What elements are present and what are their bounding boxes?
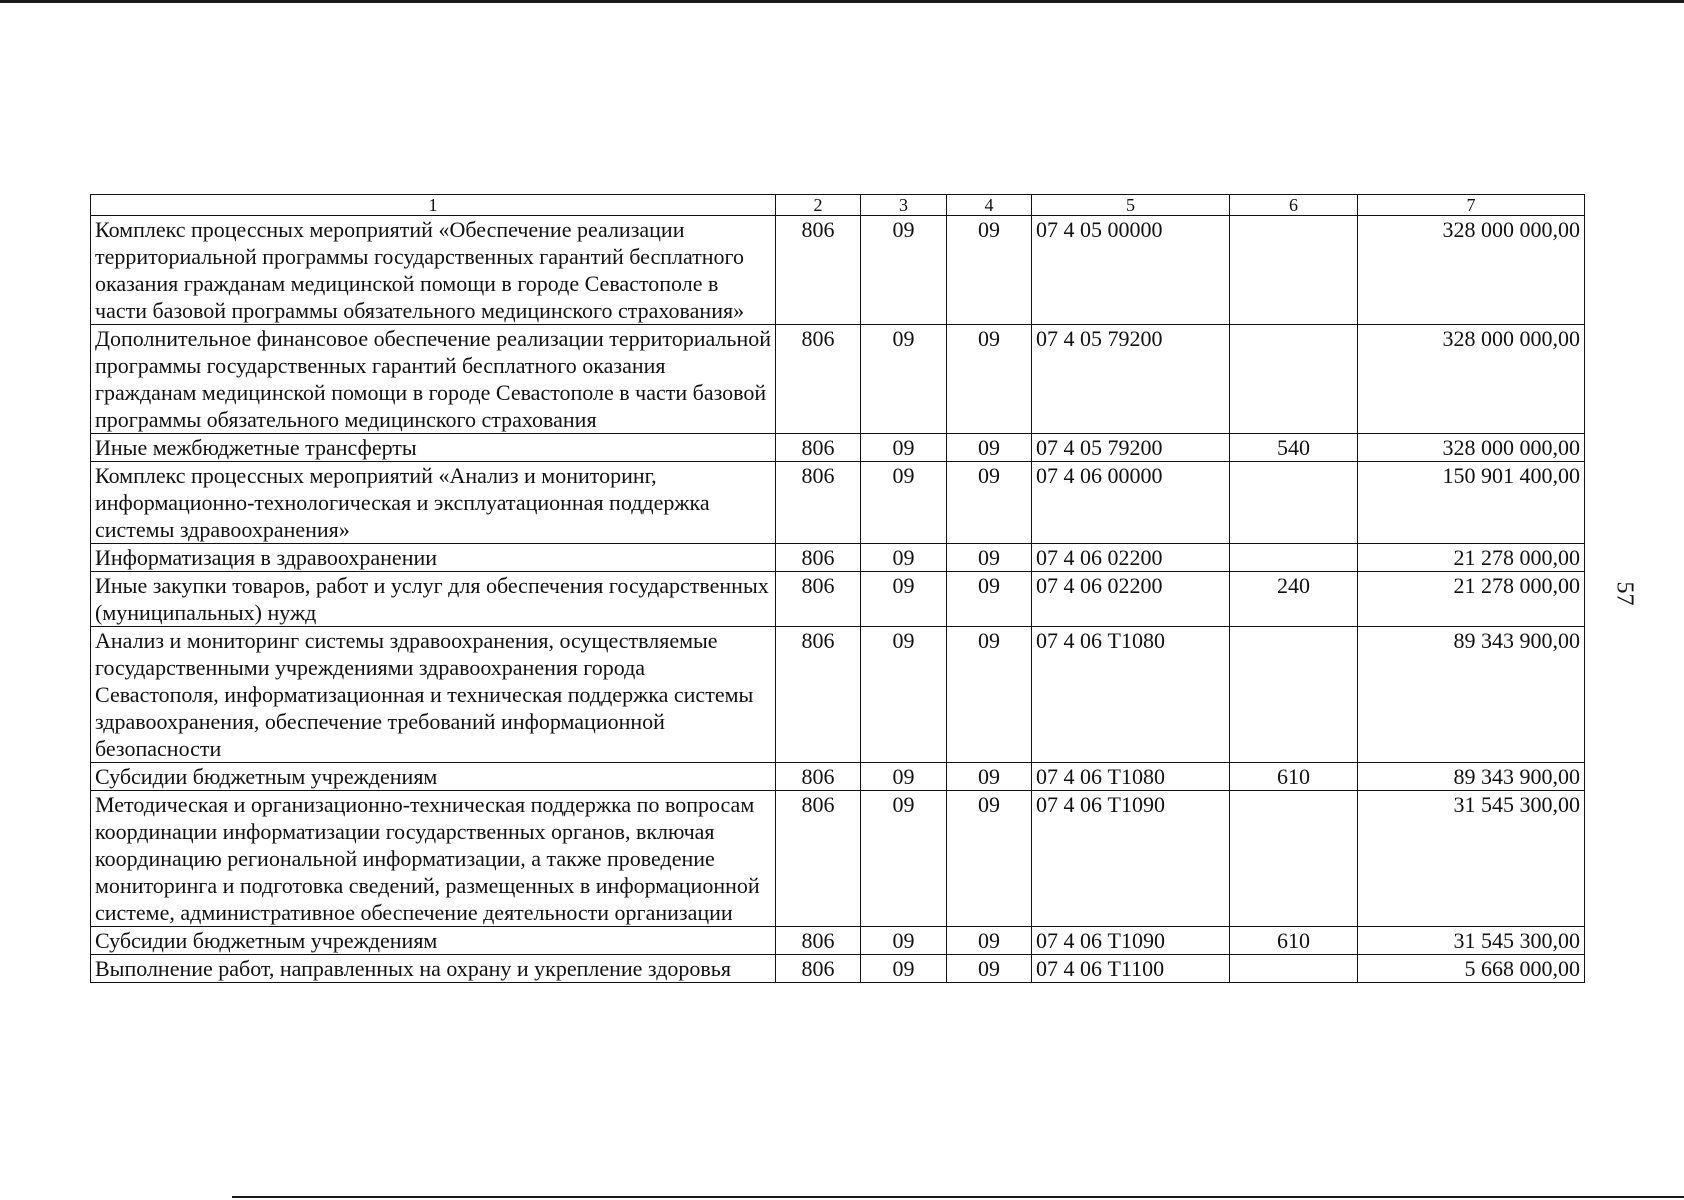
row-name: Анализ и мониторинг системы здравоохранения, осуществляемые государственными учреждениями здравоохранения города Севастополя, информатизационная и техническая поддержка системы здравоохранения, обеспечение требований информационной безопасности [91, 627, 776, 763]
row-target-article: 07 4 06 Т1100 [1032, 955, 1230, 983]
table-row [91, 462, 1585, 544]
row-subsection: 09 [947, 325, 1032, 434]
row-expense-type [1230, 955, 1358, 983]
header-cell-col-7: 7 [1358, 195, 1585, 216]
table-row [91, 325, 1585, 434]
row-expense-type: 610 [1230, 763, 1358, 791]
row-expense-type: 540 [1230, 434, 1358, 462]
row-target-article: 07 4 06 00000 [1032, 462, 1230, 544]
table-row [91, 627, 1585, 763]
row-section: 09 [861, 325, 947, 434]
row-section: 09 [861, 572, 947, 627]
row-subsection: 09 [947, 955, 1032, 983]
row-amount: 150 901 400,00 [1358, 462, 1585, 544]
row-subsection: 09 [947, 763, 1032, 791]
row-name: Иные закупки товаров, работ и услуг для обеспечения государственных (муниципальных) нужд [91, 572, 776, 627]
budget-table [90, 194, 1585, 983]
header-row [91, 195, 1585, 216]
row-amount: 328 000 000,00 [1358, 216, 1585, 325]
row-target-article: 07 4 05 79200 [1032, 325, 1230, 434]
header-cell-col-1: 1 [91, 195, 776, 216]
row-amount: 89 343 900,00 [1358, 627, 1585, 763]
row-name: Субсидии бюджетным учреждениям [91, 927, 776, 955]
row-section: 09 [861, 462, 947, 544]
row-amount: 21 278 000,00 [1358, 572, 1585, 627]
row-target-article: 07 4 06 02200 [1032, 544, 1230, 572]
row-subsection: 09 [947, 927, 1032, 955]
table-row [91, 434, 1585, 462]
row-name: Иные межбюджетные трансферты [91, 434, 776, 462]
row-section: 09 [861, 955, 947, 983]
row-section: 09 [861, 791, 947, 927]
table-row [91, 544, 1585, 572]
row-name: Выполнение работ, направленных на охрану и укрепление здоровья [91, 955, 776, 983]
row-amount: 328 000 000,00 [1358, 434, 1585, 462]
row-amount: 89 343 900,00 [1358, 763, 1585, 791]
row-expense-type [1230, 325, 1358, 434]
row-subsection: 09 [947, 572, 1032, 627]
row-grbs: 806 [776, 763, 861, 791]
row-subsection: 09 [947, 627, 1032, 763]
row-target-article: 07 4 06 02200 [1032, 572, 1230, 627]
header-cell-col-3: 3 [861, 195, 947, 216]
row-expense-type [1230, 627, 1358, 763]
table-row [91, 572, 1585, 627]
page-number: 57 [1611, 581, 1638, 606]
row-subsection: 09 [947, 791, 1032, 927]
row-expense-type [1230, 462, 1358, 544]
row-grbs: 806 [776, 216, 861, 325]
table-row [91, 216, 1585, 325]
row-section: 09 [861, 627, 947, 763]
table-row [91, 927, 1585, 955]
header-cell-col-2: 2 [776, 195, 861, 216]
row-amount: 31 545 300,00 [1358, 927, 1585, 955]
row-amount: 328 000 000,00 [1358, 325, 1585, 434]
row-grbs: 806 [776, 955, 861, 983]
row-expense-type [1230, 216, 1358, 325]
row-target-article: 07 4 05 79200 [1032, 434, 1230, 462]
row-grbs: 806 [776, 927, 861, 955]
header-cell-col-5: 5 [1032, 195, 1230, 216]
row-expense-type: 610 [1230, 927, 1358, 955]
table-row [91, 763, 1585, 791]
row-expense-type: 240 [1230, 572, 1358, 627]
row-grbs: 806 [776, 434, 861, 462]
row-grbs: 806 [776, 325, 861, 434]
row-section: 09 [861, 216, 947, 325]
row-target-article: 07 4 05 00000 [1032, 216, 1230, 325]
row-target-article: 07 4 06 Т1090 [1032, 927, 1230, 955]
row-grbs: 806 [776, 791, 861, 927]
header-cell-col-6: 6 [1230, 195, 1358, 216]
row-amount: 31 545 300,00 [1358, 791, 1585, 927]
table-row [91, 955, 1585, 983]
row-name: Методическая и организационно-техническая поддержка по вопросам координации информатизации государственных органов, включая координацию региональной информатизации, а также проведение мониторинга и подготовка сведений, размещенных в информационной системе, административное обеспечение деятельности организации [91, 791, 776, 927]
row-target-article: 07 4 06 Т1080 [1032, 627, 1230, 763]
row-target-article: 07 4 06 Т1080 [1032, 763, 1230, 791]
row-amount: 5 668 000,00 [1358, 955, 1585, 983]
row-name: Комплекс процессных мероприятий «Обеспечение реализации территориальной программы государственных гарантий бесплатного оказания гражданам медицинской помощи в городе Севастополе в части базовой программы обязательного медицинского страхования» [91, 216, 776, 325]
row-subsection: 09 [947, 462, 1032, 544]
row-grbs: 806 [776, 544, 861, 572]
scan-top-edge [0, 0, 1684, 3]
row-amount: 21 278 000,00 [1358, 544, 1585, 572]
row-expense-type [1230, 791, 1358, 927]
row-name: Дополнительное финансовое обеспечение реализации территориальной программы государственных гарантий бесплатного оказания гражданам медицинской помощи в городе Севастополе в части базовой программы обязательного медицинского страхования [91, 325, 776, 434]
row-subsection: 09 [947, 434, 1032, 462]
row-subsection: 09 [947, 544, 1032, 572]
row-grbs: 806 [776, 462, 861, 544]
row-expense-type [1230, 544, 1358, 572]
row-name: Комплекс процессных мероприятий «Анализ и мониторинг, информационно-технологическая и эксплуатационная поддержка системы здравоохранения» [91, 462, 776, 544]
row-name: Субсидии бюджетным учреждениям [91, 763, 776, 791]
row-section: 09 [861, 763, 947, 791]
row-grbs: 806 [776, 572, 861, 627]
row-target-article: 07 4 06 Т1090 [1032, 791, 1230, 927]
row-section: 09 [861, 927, 947, 955]
row-section: 09 [861, 434, 947, 462]
row-section: 09 [861, 544, 947, 572]
scan-bottom-edge [232, 1196, 1684, 1198]
row-grbs: 806 [776, 627, 861, 763]
row-name: Информатизация в здравоохранении [91, 544, 776, 572]
table-row [91, 791, 1585, 927]
row-subsection: 09 [947, 216, 1032, 325]
header-cell-col-4: 4 [947, 195, 1032, 216]
